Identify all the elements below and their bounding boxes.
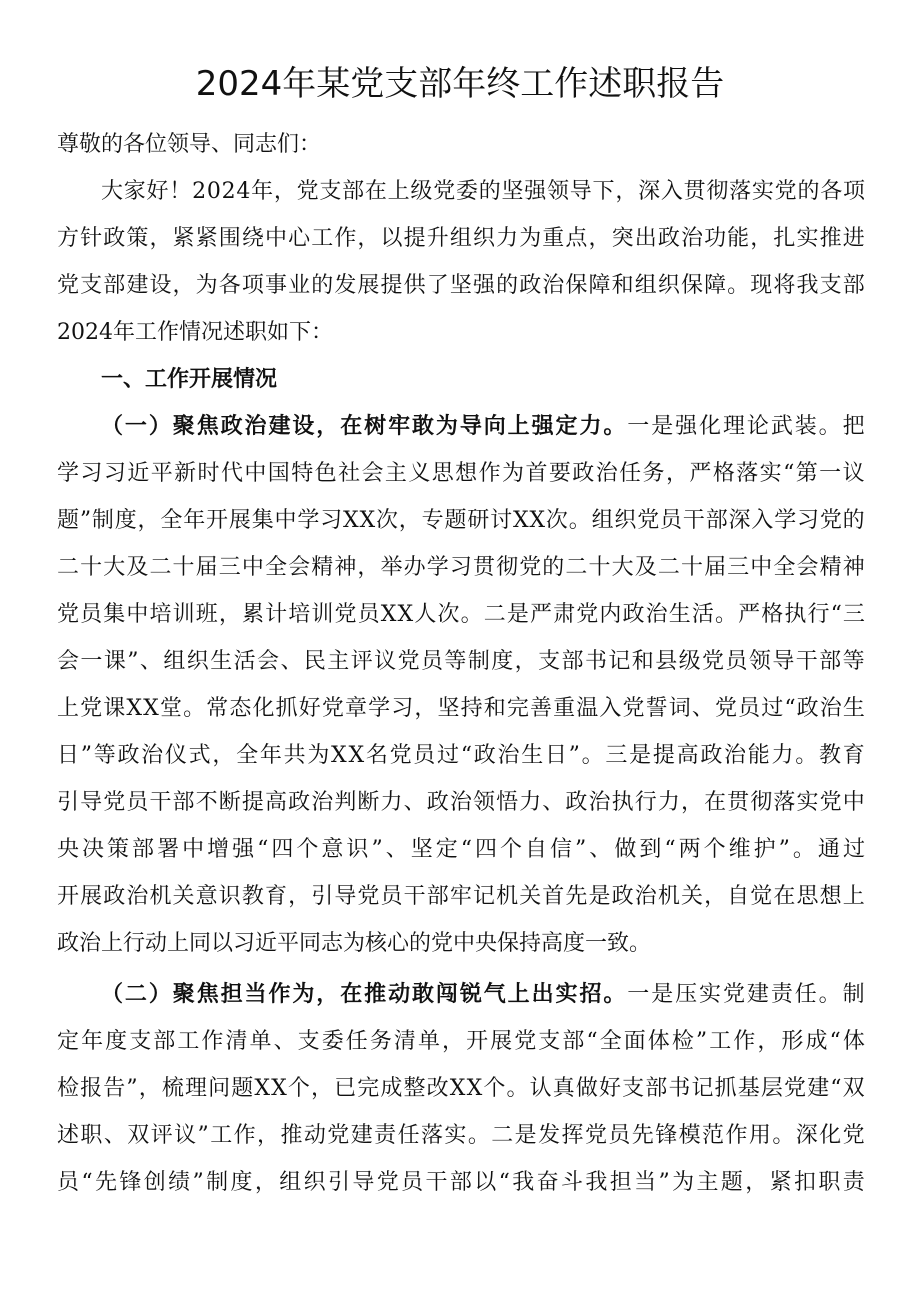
document-title: 2024年某党支部年终工作述职报告 <box>195 64 725 104</box>
paragraph-line: 开 展 政 治 机 关 意 识 教 育 ， 引 导 党 员 干 部 牢 记 机 关 首 先 是 政 治 机 关 ， 自 觉 在 思 想 上 <box>57 884 865 909</box>
paragraph-line: 会 一 课 ” 、 组 织 生 活 会 、 民 主 评 议 党 员 等 制 度 ， 支 部 书 记 和 县 级 党 员 领 导 干 部 等 <box>57 649 865 674</box>
section-heading: 一、工作开展情况 <box>101 367 278 392</box>
paragraph-line: 检 报 告 ” ， 梳 理 问 题 X X 个 ， 已 完 成 整 改 X X 个 。 认 真 做 好 支 部 书 记 抓 基 层 党 建 “ 双 <box>57 1076 865 1101</box>
intro-line: 党 支 部 建 设 ， 为 各 项 事 业 的 发 展 提 供 了 坚 强 的 政 治 保 障 和 组 织 保 障 。 现 将 我 支 部 <box>57 273 865 298</box>
paragraph-line: 政治上行动上同以习近平同志为核心的党中央保持高度一致。 <box>57 931 652 956</box>
part-2-first-line: （ 二 ） 聚 焦 担 当 作 为 ， 在 推 动 敢 闯 锐 气 上 出 实 招 。 一 是 压 实 党 建 责 任 。 制 <box>101 982 865 1007</box>
paragraph-line: 员 “ 先 锋 创 绩 ” 制 度 ， 组 织 引 导 党 员 干 部 以 “ 我 奋 斗 我 担 当 ” 为 主 题 ， 紧 扣 职 责 <box>57 1170 865 1195</box>
intro-line: 大 家 好 ！ 2 0 2 4 年 ， 党 支 部 在 上 级 党 委 的 坚 强 领 导 下 ， 深 入 贯 彻 落 实 党 的 各 项 <box>101 179 865 204</box>
paragraph-line: 定 年 度 支 部 工 作 清 单 、 支 委 任 务 清 单 ， 开 展 党 支 部 “ 全 面 体 检 ” 工 作 ， 形 成 “ 体 <box>57 1029 865 1054</box>
paragraph-line: 央 决 策 部 署 中 增 强 “ 四 个 意 识 ” 、 坚 定 “ 四 个 自 信 ” 、 做 到 “ 两 个 维 护 ” 。 通 过 <box>57 837 865 862</box>
salutation: 尊敬的各位领导、同志们： <box>57 132 322 157</box>
intro-line: 2024年工作情况述职如下： <box>57 320 333 345</box>
intro-line: 方 针 政 策 ， 紧 紧 围 绕 中 心 工 作 ， 以 提 升 组 织 力 为 重 点 ， 突 出 政 治 功 能 ， 扎 实 推 进 <box>57 226 865 251</box>
paragraph-line: 党 员 集 中 培 训 班 ， 累 计 培 训 党 员 X X 人 次 。 二 是 严 肃 党 内 政 治 生 活 。 严 格 执 行 “ 三 <box>57 602 865 627</box>
paragraph-line: 引 导 党 员 干 部 不 断 提 高 政 治 判 断 力 、 政 治 领 悟 力 、 政 治 执 行 力 ， 在 贯 彻 落 实 党 中 <box>57 790 865 815</box>
document-body <box>57 121 865 1206</box>
paragraph-line: 题 ” 制 度 ， 全 年 开 展 集 中 学 习 X X 次 ， 专 题 研 讨 X X 次 。 组 织 党 员 干 部 深 入 学 习 党 的 <box>57 508 865 533</box>
paragraph-line: 上 党 课 X X 堂 。 常 态 化 抓 好 党 章 学 习 ， 坚 持 和 完 善 重 温 入 党 誓 词 、 党 员 过 “ 政 治 生 <box>57 696 865 721</box>
paragraph-line: 日 ” 等 政 治 仪 式 ， 全 年 共 为 X X 名 党 员 过 “ 政 治 生 日 ” 。 三 是 提 高 政 治 能 力 。 教 育 <box>57 743 865 768</box>
part-1-first-line: （ 一 ） 聚 焦 政 治 建 设 ， 在 树 牢 敢 为 导 向 上 强 定 力 。 一 是 强 化 理 论 武 装 。 把 <box>101 414 865 439</box>
paragraph-line: 学 习 习 近 平 新 时 代 中 国 特 色 社 会 主 义 思 想 作 为 首 要 政 治 任 务 ， 严 格 落 实 “ 第 一 议 <box>57 461 865 486</box>
paragraph-line: 二 十 大 及 二 十 届 三 中 全 会 精 神 ， 举 办 学 习 贯 彻 党 的 二 十 大 及 二 十 届 三 中 全 会 精 神 <box>57 555 865 580</box>
paragraph-line: 述 职 、 双 评 议 ” 工 作 ， 推 动 党 建 责 任 落 实 。 二 是 发 挥 党 员 先 锋 模 范 作 用 。 深 化 党 <box>57 1123 865 1148</box>
